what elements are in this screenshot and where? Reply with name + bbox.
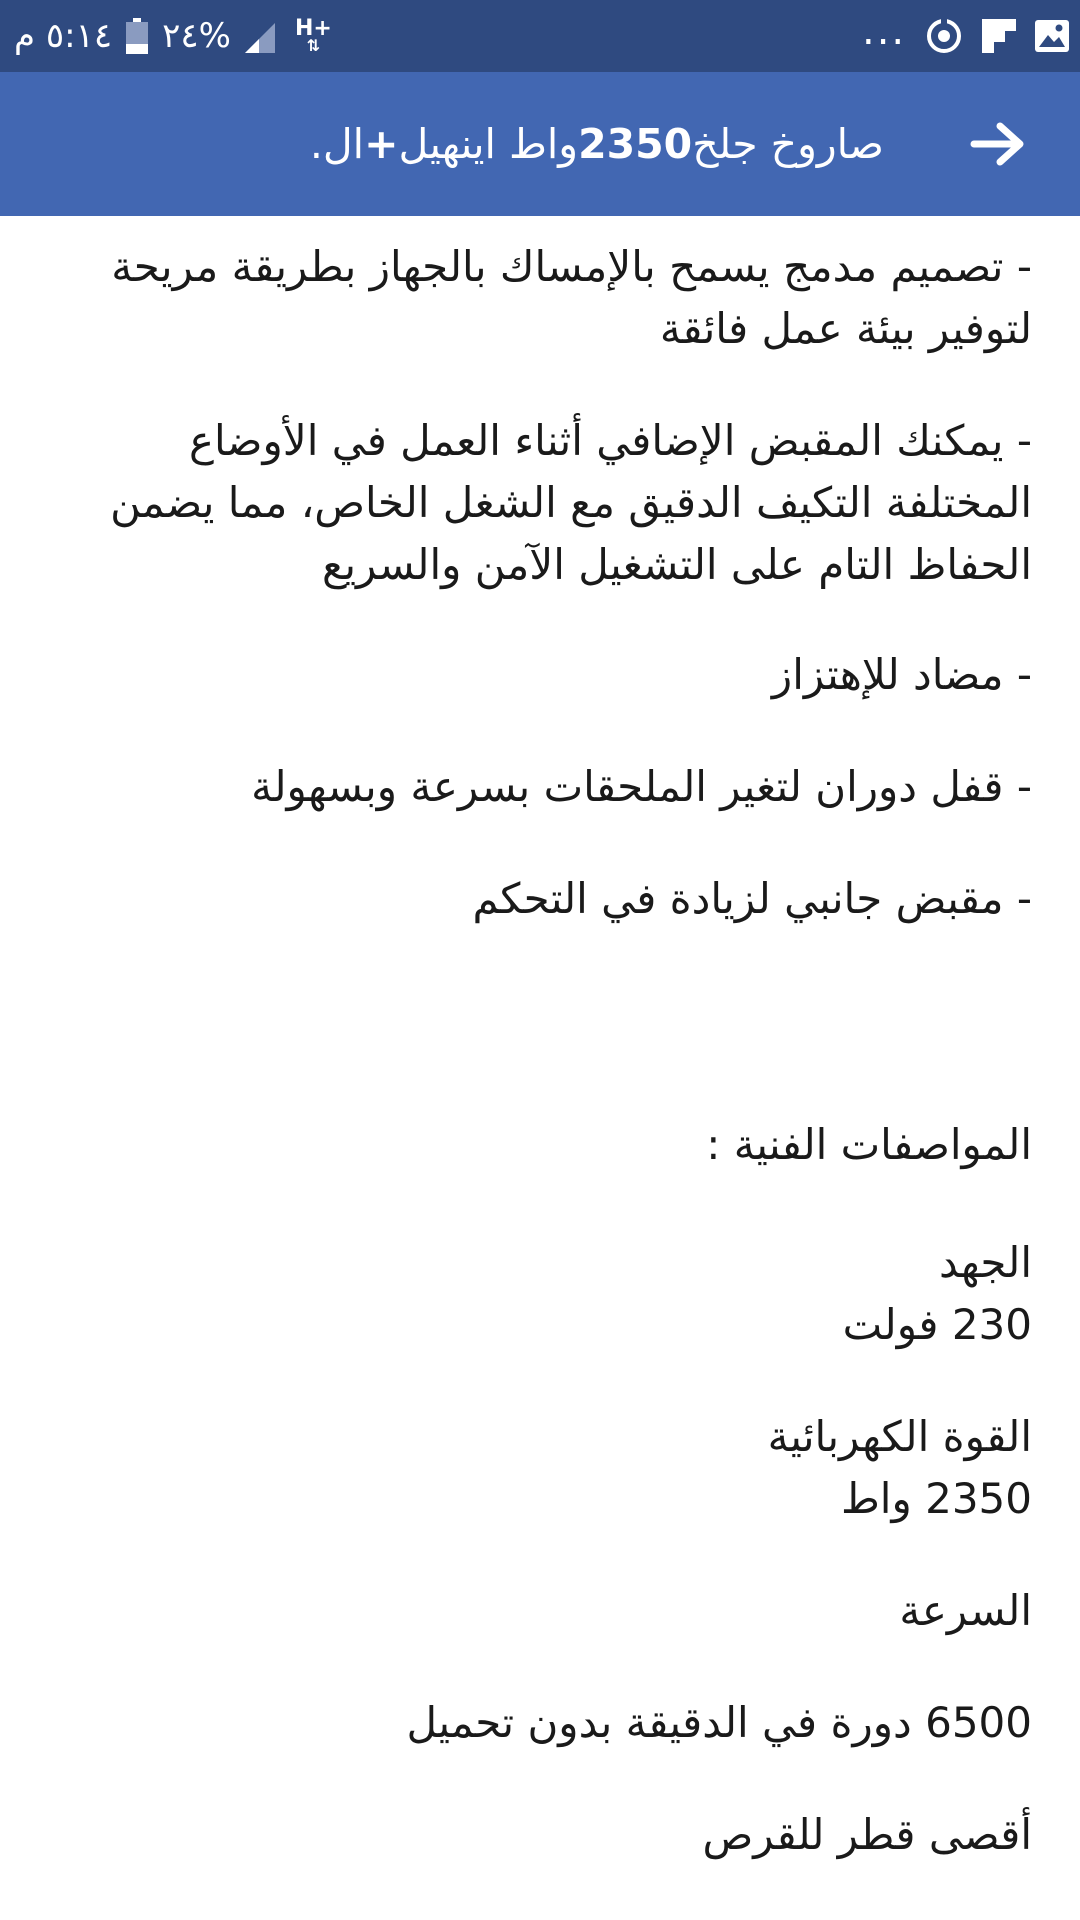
status-system-info [14, 0, 332, 72]
status-bar [0, 0, 1080, 72]
data-arrows-icon: ⇅ [306, 36, 321, 55]
overflow-dots: ... [862, 8, 907, 54]
battery-icon [126, 18, 148, 54]
spec-speed-label: السرعة [899, 1586, 1032, 1635]
signal-icon [245, 19, 281, 53]
feature-rotation-lock: - قفل دوران لتغير الملحقات بسرعة وبسهولة [251, 762, 1032, 811]
spec-max-disc-diameter: أقصى قطر للقرص [702, 1810, 1032, 1859]
network-type [294, 16, 332, 55]
spec-voltage: الجهد 230 فولت [842, 1238, 1032, 1349]
title-plus: + [364, 120, 399, 168]
spec-speed-value: 6500 دورة في الدقيقة بدون تحميل [406, 1698, 1032, 1747]
battery-percent: ٢٤% [162, 16, 231, 56]
title-end: ال. [309, 120, 365, 168]
specs-heading: المواصفات الفنية : [706, 1120, 1032, 1169]
title-prefix: صاروخ جلخ [692, 120, 884, 168]
title-suffix: واط اينهيل [398, 120, 579, 168]
spec-power: القوة الكهربائية 2350 واط [767, 1412, 1032, 1523]
sync-icon [924, 16, 964, 56]
network-type-label: H+ [294, 16, 332, 41]
feature-side-handle: - مقبض جانبي لزيادة في التحكم [472, 874, 1032, 923]
feature-compact-design: - تصميم مدمج يسمح بالإمساك بالجهاز بطريقة مريحة لتوفير بيئة عمل فائقة [111, 242, 1032, 353]
image-icon [1034, 19, 1070, 53]
app-bar [0, 72, 1080, 216]
flipboard-icon [982, 19, 1016, 53]
title-number: 2350 [578, 120, 693, 168]
status-notification-icons [862, 0, 1070, 72]
status-time: ٥:١٤ م [14, 16, 113, 56]
back-arrow-icon[interactable] [970, 116, 1026, 172]
page-title [310, 72, 884, 216]
feature-auxiliary-handle: - يمكنك المقبض الإضافي أثناء العمل في الأوضاع المختلفة التكيف الدقيق مع الشغل الخاص، مما يضمن الحفاظ التام على التشغيل الآمن والسريع [110, 416, 1032, 589]
feature-anti-vibration: - مضاد للإهتزاز [771, 650, 1032, 699]
